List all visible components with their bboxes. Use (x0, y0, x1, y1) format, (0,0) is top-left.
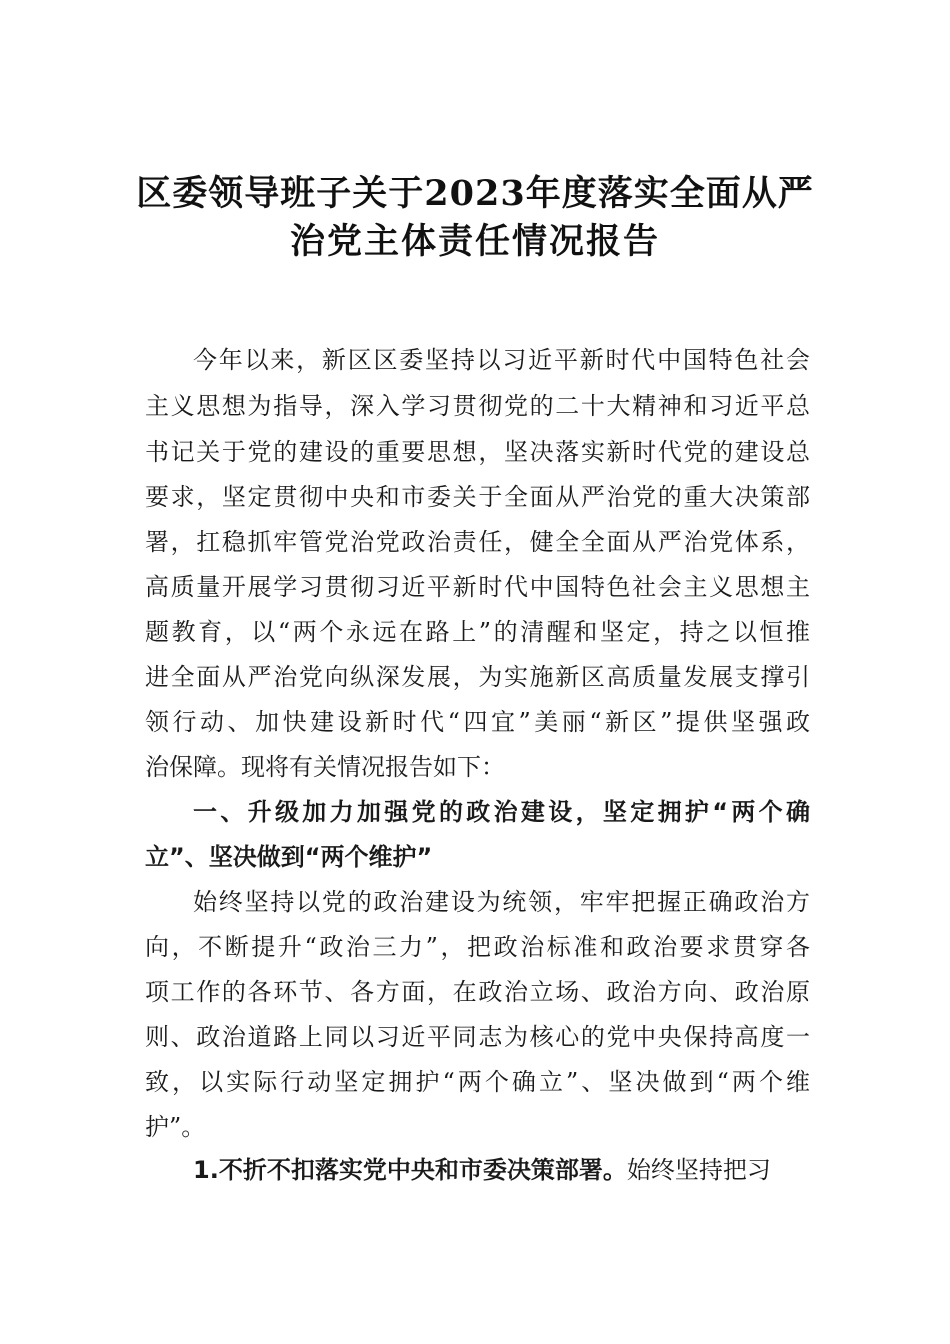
intro-paragraph-line: 书记关于党的建设的重要思想，坚决落实新时代党的建设总 (145, 438, 810, 466)
section-body-line: 致，以实际行动坚定拥护“两个确立”、坚决做到“两个维 (145, 1068, 810, 1096)
item-title: 1.不折不扣落实党中央和市委决策部署。 (193, 1156, 627, 1184)
intro-paragraph-line: 主义思想为指导，深入学习贯彻党的二十大精神和习近平总 (145, 392, 810, 420)
section-body-line: 始终坚持以党的政治建设为统领，牢牢把握正确政治方 (193, 888, 810, 916)
section-body-line: 护”。 (145, 1113, 206, 1141)
intro-paragraph-line: 高质量开展学习贯彻习近平新时代中国特色社会主义思想主 (145, 573, 810, 601)
intro-paragraph-line: 治保障。现将有关情况报告如下： (145, 753, 505, 781)
document-title-line-1: 区委领导班子关于2023年度落实全面从严 (136, 173, 814, 214)
intro-paragraph-line: 今年以来，新区区委坚持以习近平新时代中国特色社会 (193, 346, 810, 374)
section-body-line: 项工作的各环节、各方面，在政治立场、政治方向、政治原 (145, 978, 810, 1006)
intro-paragraph-line: 进全面从严治党向纵深发展，为实施新区高质量发展支撑引 (145, 663, 810, 691)
item-text: 始终坚持把习 (626, 1156, 771, 1184)
section-heading-line: 一、升级加力加强党的政治建设，坚定拥护“两个确 (193, 798, 810, 826)
intro-paragraph-line: 领行动、加快建设新时代“四宜”美丽“新区”提供坚强政 (145, 708, 810, 736)
intro-paragraph-line: 署，扛稳抓牢管党治党政治责任，健全全面从严治党体系， (145, 528, 810, 556)
section-body-line: 向，不断提升“政治三力”，把政治标准和政治要求贯穿各 (145, 933, 810, 961)
item-paragraph-line (193, 1149, 810, 1191)
section-body-line: 则、政治道路上同以习近平同志为核心的党中央保持高度一 (145, 1023, 810, 1051)
document-title-line-2: 治党主体责任情况报告 (289, 221, 660, 262)
intro-paragraph-line: 要求，坚定贯彻中央和市委关于全面从严治党的重大决策部 (145, 483, 810, 511)
intro-paragraph-line: 题教育，以“两个永远在路上”的清醒和坚定，持之以恒推 (145, 618, 810, 646)
section-heading-line: 立”、坚决做到“两个维护” (145, 843, 433, 871)
